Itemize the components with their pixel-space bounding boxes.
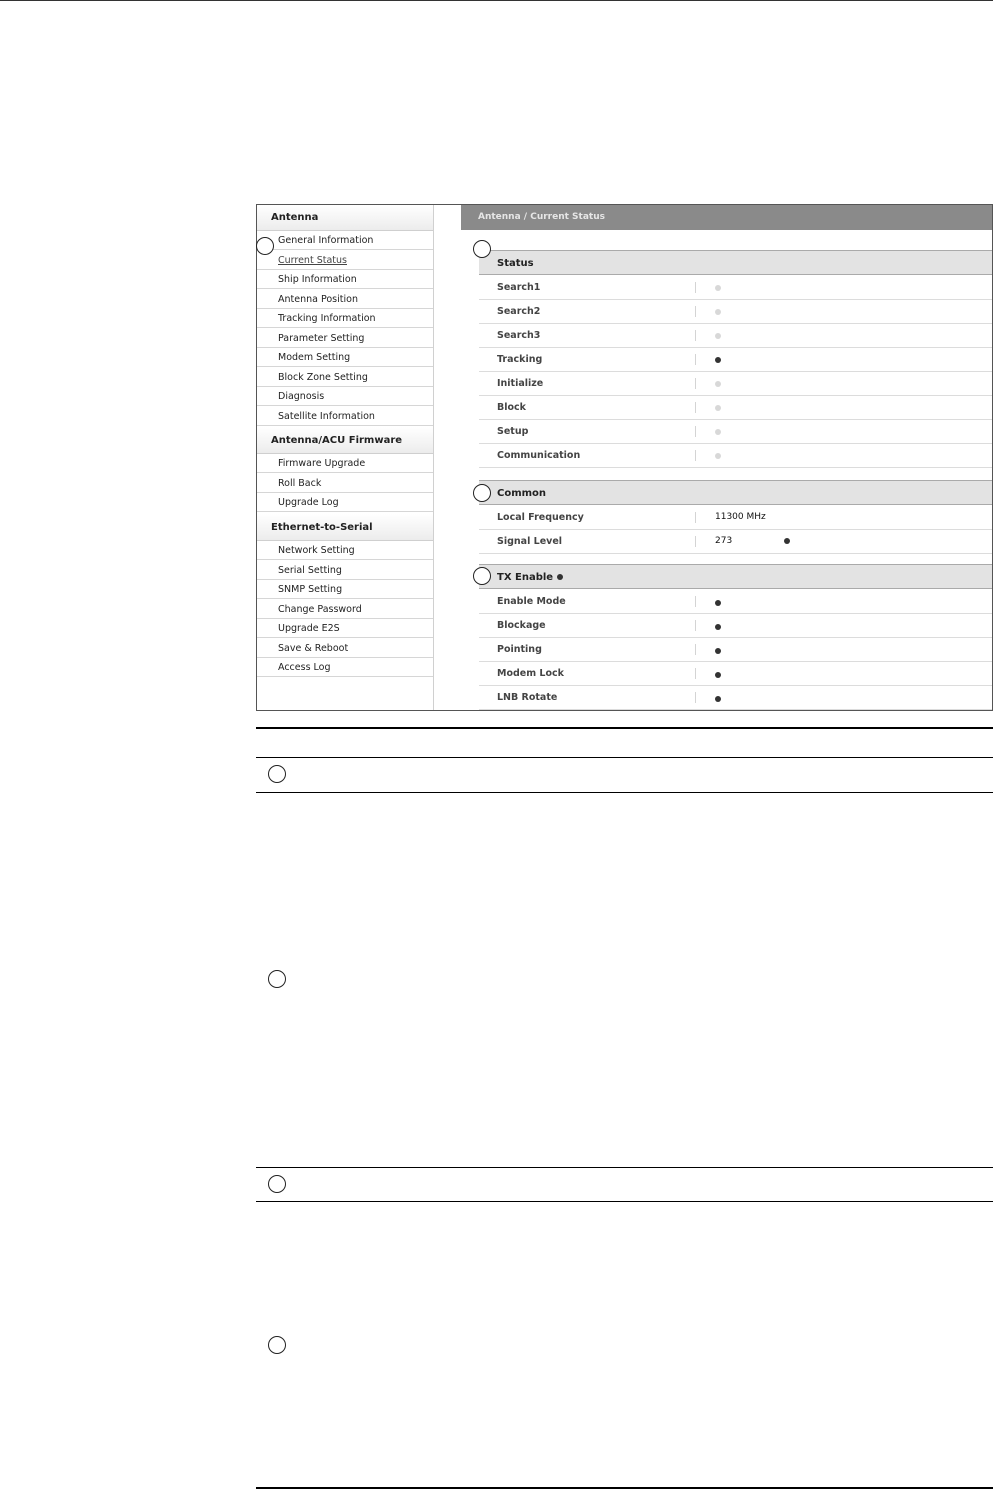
table-row-rule [256,1201,993,1202]
status-row [479,420,993,444]
table-header-rule [256,757,993,758]
sidebar-item-general-information[interactable]: General Information [257,231,433,250]
row-label: Modem Lock [497,668,564,679]
callout-circle-icon [473,567,491,585]
status-indicator-icon [715,453,721,459]
callout-circle-icon [473,484,491,502]
sidebar-item-snmp-setting[interactable]: SNMP Setting [257,580,433,599]
tx-indicator-icon [715,624,721,630]
sidebar-item-current-status[interactable]: Current Status [257,251,433,270]
sidebar-section-firmware: Antenna/ACU Firmware [257,427,433,454]
status-indicator-icon [715,405,721,411]
tx-row [479,638,993,662]
tx-indicator-icon [715,648,721,654]
divider [695,306,696,317]
sidebar-item-save-reboot[interactable]: Save & Reboot [257,639,433,658]
row-label: Tracking [497,354,543,365]
sidebar-item-upgrade-log[interactable]: Upgrade Log [257,493,433,512]
row-label: Block [497,402,526,413]
row-label: Pointing [497,644,542,655]
divider [695,692,696,703]
tx-row [479,662,993,686]
sidebar-section-ethernet-to-serial: Ethernet-to-Serial [257,514,433,541]
status-row [479,276,993,300]
sidebar [257,205,434,710]
sidebar-item-tracking-information[interactable]: Tracking Information [257,309,433,328]
tx-indicator-icon [715,600,721,606]
row-label: Search3 [497,330,541,341]
sidebar-item-roll-back[interactable]: Roll Back [257,474,433,493]
sidebar-section-antenna: Antenna [257,205,433,231]
local-frequency-value: 11300 MHz [715,512,766,522]
status-group-header: Status [479,250,993,275]
table-row-rule [256,792,993,793]
divider [695,620,696,631]
sidebar-item-network-setting[interactable]: Network Setting [257,541,433,560]
status-indicator-icon [715,333,721,339]
status-row [479,348,993,372]
status-row [479,300,993,324]
row-label: Enable Mode [497,596,566,607]
tx-enable-indicator-icon [557,574,563,580]
sidebar-item-firmware-upgrade[interactable]: Firmware Upgrade [257,454,433,473]
divider [695,536,696,547]
tx-enable-group-header [479,564,993,589]
table-top-rule [256,727,993,729]
callout-circle-icon [268,1175,286,1193]
row-label: Communication [497,450,581,461]
sidebar-item-antenna-position[interactable]: Antenna Position [257,290,433,309]
signal-level-row [479,530,993,554]
screenshot-panel [256,204,993,711]
tx-row [479,590,993,614]
sidebar-item-serial-setting[interactable]: Serial Setting [257,561,433,580]
sidebar-item-block-zone-setting[interactable]: Block Zone Setting [257,368,433,387]
divider [695,378,696,389]
local-frequency-row [479,506,993,530]
divider [695,450,696,461]
table-bottom-rule [256,1487,993,1489]
row-label: Search2 [497,306,541,317]
tx-row [479,686,993,710]
sidebar-item-modem-setting[interactable]: Modem Setting [257,348,433,367]
sidebar-item-access-log[interactable]: Access Log [257,658,433,677]
sidebar-item-parameter-setting[interactable]: Parameter Setting [257,329,433,348]
callout-circle-icon [473,240,491,258]
sidebar-item-upgrade-e2s[interactable]: Upgrade E2S [257,619,433,638]
divider [695,512,696,523]
sidebar-item-change-password[interactable]: Change Password [257,600,433,619]
status-indicator-icon [715,357,721,363]
status-row [479,396,993,420]
sidebar-item-ship-information[interactable]: Ship Information [257,270,433,289]
callout-circle-icon [268,970,286,988]
common-group-header: Common [479,480,993,505]
divider [695,282,696,293]
main-content [461,205,992,710]
divider [695,354,696,365]
status-row [479,324,993,348]
status-indicator-icon [715,429,721,435]
tx-row [479,614,993,638]
row-label: Initialize [497,378,544,389]
row-label: Local Frequency [497,512,584,523]
callout-circle-icon [268,1336,286,1354]
tx-enable-title: TX Enable [497,572,554,583]
signal-level-indicator-icon [784,538,790,544]
sidebar-item-diagnosis[interactable]: Diagnosis [257,387,433,406]
tx-indicator-icon [715,696,721,702]
row-label: Blockage [497,620,546,631]
callout-circle-icon [256,237,274,255]
status-indicator-icon [715,285,721,291]
row-label: LNB Rotate [497,692,558,703]
sidebar-item-satellite-information[interactable]: Satellite Information [257,407,433,426]
status-indicator-icon [715,381,721,387]
divider [695,596,696,607]
divider [695,402,696,413]
page-top-rule [0,0,993,1]
divider [695,668,696,679]
divider [695,644,696,655]
row-label: Setup [497,426,529,437]
status-row [479,372,993,396]
divider [695,330,696,341]
row-label: Signal Level [497,536,563,547]
callout-circle-icon [268,765,286,783]
status-row [479,444,993,468]
page-title: Antenna / Current Status [461,205,992,230]
tx-indicator-icon [715,672,721,678]
table-row-rule [256,1167,993,1168]
row-label: Search1 [497,282,541,293]
signal-level-value: 273 [715,536,733,546]
status-indicator-icon [715,309,721,315]
divider [695,426,696,437]
